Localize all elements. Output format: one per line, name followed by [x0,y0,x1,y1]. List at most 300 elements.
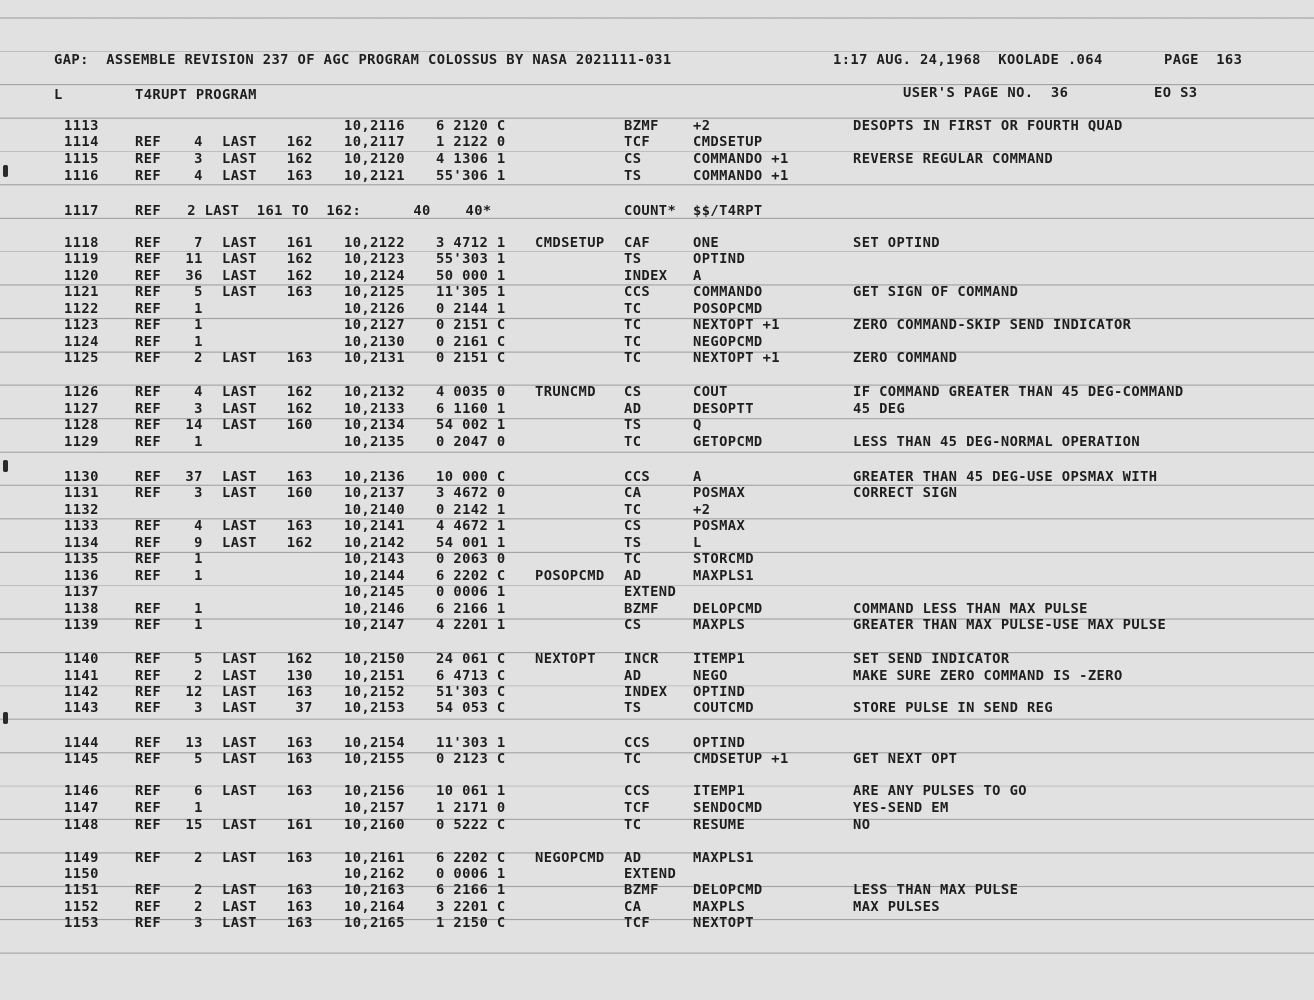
field-lastp: 163 [286,783,313,799]
field-line: 1139 [64,617,99,633]
field-ref: REF [135,485,162,501]
field-addr: 10,2137 [344,485,405,501]
field-line: 1123 [64,317,99,333]
field-addr: 10,2160 [344,817,405,833]
field-code: 0 0006 1 [436,866,506,882]
field-addr: 10,2143 [344,551,405,567]
field-op: TC [624,350,642,366]
field-lastw: LAST [222,651,257,667]
field-ref: REF [135,601,162,617]
listing-row [0,251,1314,267]
field-line: 1113 [64,118,99,134]
field-addr: 10,2140 [344,502,405,518]
field-rc: 12 [185,684,203,700]
field-label: TRUNCMD [535,384,596,400]
field-rc: 15 [185,817,203,833]
field-operand: +2 [693,502,711,518]
field-operand: CMDSETUP [693,134,763,150]
field-lastp: 163 [286,684,313,700]
field-code: 11'305 1 [436,284,506,300]
field-ref: REF [135,800,162,816]
field-addr: 10,2153 [344,700,405,716]
listing-row [0,700,1314,716]
listing-row [0,118,1314,134]
field-lastw: LAST [222,417,257,433]
field-lastw: LAST [222,899,257,915]
field-code: 10 000 C [436,469,506,485]
field-rc: 1 [194,617,203,633]
field-comment: GREATER THAN 45 DEG-USE OPSMAX WITH [853,469,1158,485]
field-rc: 3 [194,401,203,417]
listing-row [0,417,1314,433]
field-op: BZMF [624,118,659,134]
field-lastw: LAST [222,751,257,767]
field-code: 50 000 1 [436,268,506,284]
field-code: 0 2151 C [436,350,506,366]
field-op: CS [624,151,642,167]
field-op: CCS [624,735,651,751]
field-rc: 1 [194,317,203,333]
field-code: 4 2201 1 [436,617,506,633]
field-op: TC [624,301,642,317]
field-line: 1124 [64,334,99,350]
field-comment: ARE ANY PULSES TO GO [853,783,1027,799]
listing-row [0,783,1314,799]
field-op: TS [624,535,642,551]
field-operand: +2 [693,118,711,134]
field-op: AD [624,850,642,866]
field-lastp: 37 [295,700,313,716]
field-ref: REF [135,301,162,317]
field-operand: POSOPCMD [693,301,763,317]
field-ref: REF [135,568,162,584]
field-comment: GET NEXT OPT [853,751,958,767]
field-lastw: LAST [222,817,257,833]
field-operand: SENDOCMD [693,800,763,816]
field-lastw: LAST [222,668,257,684]
field-code: 3 4712 1 [436,235,506,251]
field-lastw: LAST [222,485,257,501]
field-lastw: LAST [222,251,257,267]
field-op: TC [624,502,642,518]
field-line: 1128 [64,417,99,433]
field-ref: REF [135,551,162,567]
field-rc: 1 [194,301,203,317]
field-line: 1125 [64,350,99,366]
field-ref: REF [135,284,162,300]
field-comment: SET SEND INDICATOR [853,651,1010,667]
field-op: CS [624,518,642,534]
listing-row [0,899,1314,915]
field-ref: REF [135,899,162,915]
field-rc: 1 [194,568,203,584]
field-comment: GET SIGN OF COMMAND [853,284,1019,300]
field-line: 1117 [64,203,99,219]
field-lastp: 163 [286,284,313,300]
field-rc: 3 [194,151,203,167]
field-op: CAF [624,235,651,251]
field-line: 1129 [64,434,99,450]
field-comment: 45 DEG [853,401,906,417]
field-line: 1145 [64,751,99,767]
field-addr: 10,2162 [344,866,405,882]
field-op: INDEX [624,268,668,284]
field-code: 1 2171 0 [436,800,506,816]
field-ref: REF [135,235,162,251]
listing-row [0,551,1314,567]
field-code: 54 002 1 [436,417,506,433]
field-line: 1144 [64,735,99,751]
field-addr: 10,2120 [344,151,405,167]
field-line: 1151 [64,882,99,898]
field-op: TCF [624,800,651,816]
field-ref: REF [135,317,162,333]
field-lastw: LAST [222,284,257,300]
field-code: 11'303 1 [436,735,506,751]
field-op: CCS [624,783,651,799]
field-line: 1120 [64,268,99,284]
field-ref: REF [135,735,162,751]
field-lastp: 163 [286,899,313,915]
field-op: TC [624,751,642,767]
field-ref: REF [135,434,162,450]
field-lastp: 163 [286,350,313,366]
field-ref: REF [135,168,162,184]
field-line: 1150 [64,866,99,882]
field-line: 1116 [64,168,99,184]
field-rc: 3 [194,915,203,931]
field-line: 1143 [64,700,99,716]
field-code: 0 2063 0 [436,551,506,567]
field-rc: 1 [194,334,203,350]
field-line: 1149 [64,850,99,866]
field-operand: STORCMD [693,551,754,567]
field-lastw: LAST [222,268,257,284]
field-line: 1127 [64,401,99,417]
listing-row [0,317,1314,333]
field-addr: 10,2132 [344,384,405,400]
field-lastp: 162 [286,251,313,267]
field-operand: CMDSETUP +1 [693,751,789,767]
field-label: POSOPCMD [535,568,605,584]
field-lastp: 163 [286,469,313,485]
listing-row [0,817,1314,833]
listing-row [0,434,1314,450]
listing-row [0,268,1314,284]
field-lastp: 162 [286,268,313,284]
field-code: 4 0035 0 [436,384,506,400]
field-op: TC [624,334,642,350]
listing-row [0,617,1314,633]
listing-row [0,502,1314,518]
field-operand: RESUME [693,817,746,833]
field-op: CCS [624,284,651,300]
field-lastw: LAST [222,850,257,866]
field-operand: COUT [693,384,728,400]
field-op: TC [624,817,642,833]
field-rc: 4 [194,134,203,150]
field-line: 1119 [64,251,99,267]
field-operand: COUTCMD [693,700,754,716]
field-comment: LESS THAN MAX PULSE [853,882,1019,898]
field-comment: REVERSE REGULAR COMMAND [853,151,1054,167]
field-addr: 10,2131 [344,350,405,366]
field-ref: REF [135,700,162,716]
field-addr: 10,2122 [344,235,405,251]
listing-row [0,284,1314,300]
field-comment: STORE PULSE IN SEND REG [853,700,1054,716]
field-comment: ZERO COMMAND [853,350,958,366]
listing-row [0,668,1314,684]
field-addr: 10,2126 [344,301,405,317]
field-comment: GREATER THAN MAX PULSE-USE MAX PULSE [853,617,1167,633]
field-rc: 1 [194,800,203,816]
field-rc: 4 [194,518,203,534]
field-line: 1130 [64,469,99,485]
field-operand: A [693,469,702,485]
field-ref: REF [135,751,162,767]
field-op: CS [624,617,642,633]
field-rc: 36 [185,268,203,284]
field-comment: NO [853,817,871,833]
field-operand: MAXPLS [693,617,746,633]
field-lastw: LAST [222,469,257,485]
field-code: 1 2122 0 [436,134,506,150]
field-comment: CORRECT SIGN [853,485,958,501]
field-op: TS [624,251,642,267]
field-line: 1133 [64,518,99,534]
listing-row [0,800,1314,816]
field-code: 0 2161 C [436,334,506,350]
listing-row [0,235,1314,251]
field-op: TC [624,434,642,450]
field-code: 0 2047 0 [436,434,506,450]
field-code: 0 2144 1 [436,301,506,317]
field-lastw: LAST [222,915,257,931]
field-line: 1122 [64,301,99,317]
listing-row [0,651,1314,667]
field-line: 1134 [64,535,99,551]
field-code: 10 061 1 [436,783,506,799]
field-operand: COMMANDO +1 [693,168,789,184]
field-lastw: LAST [222,735,257,751]
field-ref: REF [135,850,162,866]
listing-row [0,350,1314,366]
listing-row [0,584,1314,600]
listing-row [0,882,1314,898]
field-rc: 1 [194,551,203,567]
field-operand: POSMAX [693,518,746,534]
field-rc: 4 [194,168,203,184]
field-lastp: 163 [286,735,313,751]
field-operand: OPTIND [693,251,746,267]
listing-row [0,401,1314,417]
field-code: 0 2151 C [436,317,506,333]
page-number: PAGE 163 [1164,52,1243,68]
field-comment: SET OPTIND [853,235,940,251]
field-addr: 10,2124 [344,268,405,284]
listing-row [0,134,1314,150]
field-operand: NEXTOPT +1 [693,350,780,366]
field-rc: 1 [194,434,203,450]
listing-row [0,850,1314,866]
field-operand: $$/T4RPT [693,203,763,219]
field-rc: 11 [185,251,203,267]
field-op: CA [624,899,642,915]
field-rc: 9 [194,535,203,551]
field-lastw: LAST [222,384,257,400]
field-op: AD [624,401,642,417]
field-ref: REF [135,417,162,433]
field-rc: 6 [194,783,203,799]
left-mark: L [54,87,63,103]
field-code: 0 2142 1 [436,502,506,518]
field-op: TS [624,700,642,716]
field-code: 6 2120 C [436,118,506,134]
field-addr: 10,2130 [344,334,405,350]
field-lastw: LAST [222,684,257,700]
field-operand: GETOPCMD [693,434,763,450]
field-ref: REF [135,268,162,284]
field-rc: 2 [194,350,203,366]
field-comment: MAX PULSES [853,899,940,915]
listing-timestamp: 1:17 AUG. 24,1968 KOOLADE .064 [833,52,1103,68]
field-ref: REF [135,334,162,350]
field-operand: DELOPCMD [693,882,763,898]
field-lastw: LAST [222,235,257,251]
field-line: 1146 [64,783,99,799]
field-rc: 3 [194,485,203,501]
field-ref: REF [135,535,162,551]
field-lastw: LAST [222,518,257,534]
field-addr: 10,2116 [344,118,405,134]
field-code: 1 2150 C [436,915,506,931]
field-addr: 10,2156 [344,783,405,799]
field-lastw: LAST [222,168,257,184]
field-addr: 10,2123 [344,251,405,267]
field-operand: COMMANDO [693,284,763,300]
field-op: INCR [624,651,659,667]
field-line: 1131 [64,485,99,501]
field-comment: COMMAND LESS THAN MAX PULSE [853,601,1088,617]
field-code: 0 2123 C [436,751,506,767]
listing-row [0,684,1314,700]
listing-row [0,151,1314,167]
field-ref: REF [135,384,162,400]
listing-row [0,735,1314,751]
listing-row [0,915,1314,931]
listing-row [0,568,1314,584]
field-rc: 3 [194,700,203,716]
field-operand: DESOPTT [693,401,754,417]
field-code: 0 0006 1 [436,584,506,600]
field-lastp: 163 [286,168,313,184]
field-addr: 10,2125 [344,284,405,300]
field-line: 1135 [64,551,99,567]
field-lastp: 162 [286,651,313,667]
field-line: 1140 [64,651,99,667]
field-code: 4 1306 1 [436,151,506,167]
field-code: 6 2202 C [436,568,506,584]
field-rc: 13 [185,735,203,751]
field-lastp: 163 [286,751,313,767]
field-operand: ONE [693,235,720,251]
field-lastw: LAST [222,535,257,551]
listing-row [0,601,1314,617]
field-op: TCF [624,915,651,931]
field-line: 1142 [64,684,99,700]
field-addr: 10,2134 [344,417,405,433]
field-lastp: 161 [286,817,313,833]
field-op: TCF [624,134,651,150]
field-rc: 1 [194,601,203,617]
field-comment: IF COMMAND GREATER THAN 45 DEG-COMMAND [853,384,1184,400]
field-ref: REF [135,350,162,366]
field-operand: OPTIND [693,735,746,751]
field-addr: 10,2147 [344,617,405,633]
field-addr: 10,2157 [344,800,405,816]
field-addr: 10,2141 [344,518,405,534]
field-ref: REF [135,651,162,667]
field-op: COUNT* [624,203,677,219]
listing-row [0,866,1314,882]
field-operand: NEGO [693,668,728,684]
field-addr: 10,2161 [344,850,405,866]
field-op: TS [624,417,642,433]
field-ref: REF [135,134,162,150]
field-rc: 37 [185,469,203,485]
field-line: 1152 [64,899,99,915]
field-lastp: 162 [286,384,313,400]
field-line: 1132 [64,502,99,518]
field-line: 1115 [64,151,99,167]
field-addr: 10,2144 [344,568,405,584]
field-lastw: LAST [222,783,257,799]
field-code: 3 4672 0 [436,485,506,501]
field-operand: NEGOPCMD [693,334,763,350]
field-comment: LESS THAN 45 DEG-NORMAL OPERATION [853,434,1141,450]
field-ref: REF [135,668,162,684]
eo-code: EO S3 [1154,85,1198,101]
field-op: BZMF [624,882,659,898]
field-operand: OPTIND [693,684,746,700]
field-addr: 10,2127 [344,317,405,333]
listing-row [0,518,1314,534]
field-code: 6 1160 1 [436,401,506,417]
listing-row [0,168,1314,184]
field-line: 1153 [64,915,99,931]
listing-row [0,535,1314,551]
field-operand: POSMAX [693,485,746,501]
field-line: 1137 [64,584,99,600]
field-lastp: 162 [286,535,313,551]
field-rc: 5 [194,651,203,667]
field-rc: 14 [185,417,203,433]
field-lastp: 162 [286,401,313,417]
field-op: CCS [624,469,651,485]
field-ref: REF [135,401,162,417]
field-operand: MAXPLS1 [693,568,754,584]
field-ref: REF [135,251,162,267]
field-rc: 7 [194,235,203,251]
field-op: AD [624,668,642,684]
field-operand: ITEMP1 [693,783,746,799]
field-special: REF 2 LAST 161 TO 162: 40 40* [135,203,492,219]
listing-row [0,334,1314,350]
field-addr: 10,2121 [344,168,405,184]
field-lastp: 163 [286,850,313,866]
field-op: TS [624,168,642,184]
